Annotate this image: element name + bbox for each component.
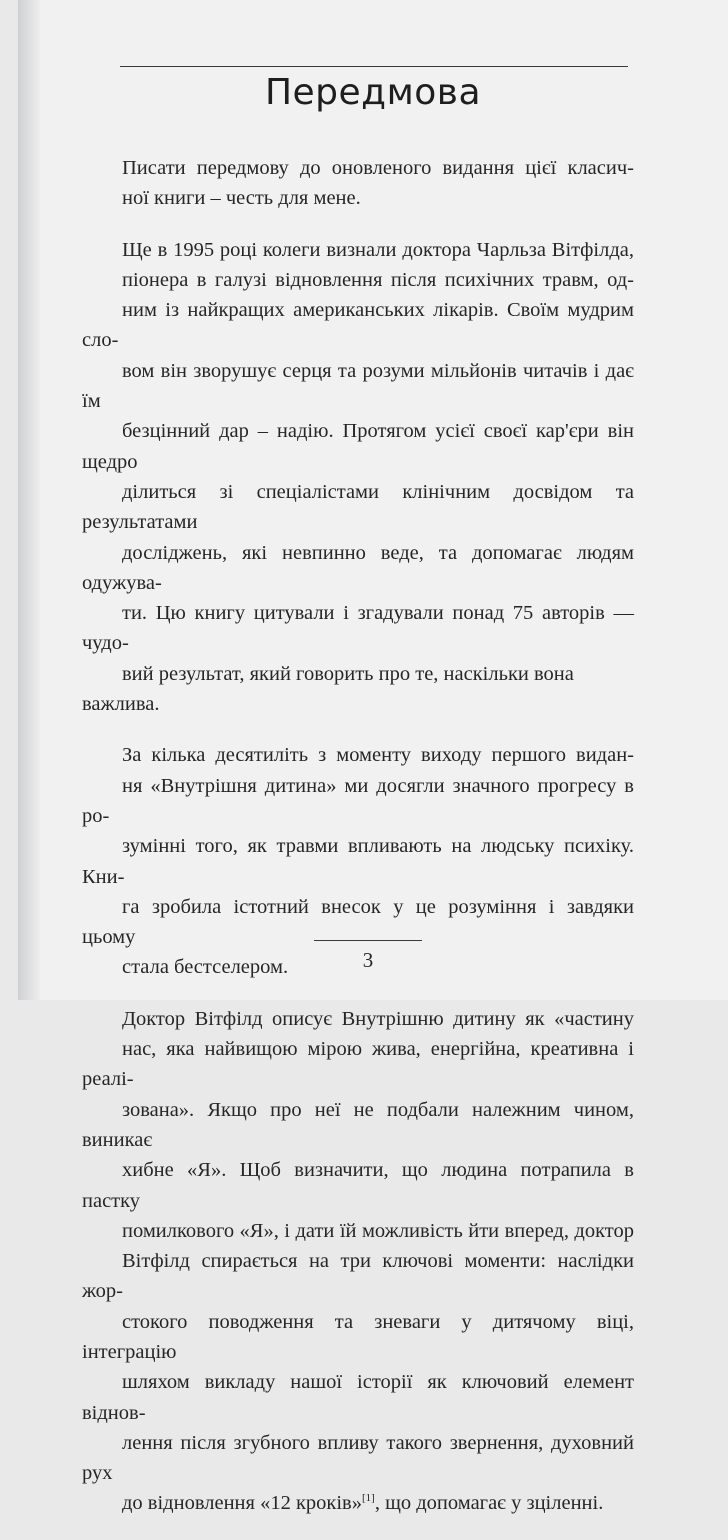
text-line: зована». Якщо про неї не подбали належним чином, виникає [82, 1098, 634, 1151]
text-line: га зробила істотний внесок у це розуміння і завдяки цьому [82, 895, 634, 949]
text-line: нас, яка найвищою мірою жива, енергійна, креативна і реалі- [82, 1038, 634, 1091]
text-line: вом він зворушує серця та розуми мільйонів читачів і дає їм [82, 359, 634, 413]
text-line: ня «Внутрішня дитина» ми досягли значного прогресу в ро- [82, 774, 634, 827]
text-line: стала бестселером. [122, 956, 289, 979]
text-line: стокого поводження та зневаги у дитячому віці, інтеграцію [82, 1310, 634, 1363]
text-line: хибне «Я». Щоб визначити, що людина потрапила в пастку [82, 1159, 634, 1212]
text-line: зумінні того, як травми впливають на людську психіку. Кни- [82, 835, 634, 888]
text-line: помилкового «Я», і дати їй можливість йти вперед, доктор [122, 1219, 634, 1242]
final-line-start: до відновлення «12 кроків» [122, 1492, 362, 1515]
text-line: Вітфілд спирається на три ключові моменти: наслідки жор- [82, 1250, 634, 1303]
text-line: піонера в галузі відновлення після психічних травм, од- [122, 268, 634, 291]
paragraph-1 [82, 153, 634, 214]
text-line: лення після згубного впливу такого звернення, духовний рух [82, 1431, 634, 1485]
text-line-final [82, 1488, 634, 1518]
text-line: ним із найкращих американських лікарів. Своїм мудрим сло- [82, 299, 634, 352]
text-line: За кілька десятиліть з моменту виходу першого видан- [122, 744, 634, 767]
header-rule [120, 66, 628, 67]
paragraph-3 [82, 740, 634, 982]
text-line: Писати передмову до оновленого видання цієї класич- [122, 157, 634, 179]
text-line: вий результат, який говорить про те, наскільки вона важлива. [82, 662, 574, 716]
page-number: 3 [362, 948, 374, 972]
body-text [82, 153, 634, 1540]
text-line: Ще в 1995 році колеги визнали доктора Чарльза Вітфілда, [122, 238, 634, 261]
text-line: досліджень, які невпинно веде, та допомагає людям одужува- [82, 541, 634, 594]
text-line: ти. Цю книгу цитували і згадували понад 75 авторів — чудо- [82, 602, 634, 655]
footnote-marker[interactable]: [1] [361, 1492, 375, 1505]
text-line: ділиться зі спеціалістами клінічним досвідом та результатами [82, 480, 634, 534]
text-line: безцінний дар – надію. Протягом усієї своєї кар'єри він щедро [82, 420, 634, 473]
final-line-end: , що допомагає у зціленні. [374, 1492, 604, 1515]
page-gutter-shadow [18, 0, 40, 1000]
text-line: шляхом викладу нашої історії як ключовий елемент віднов- [82, 1371, 634, 1424]
text-line: Доктор Вітфілд описує Внутрішню дитину як «частину [122, 1007, 634, 1030]
footer-rule [314, 940, 422, 941]
paragraph-4 [82, 1004, 634, 1519]
text-line: ної книги – честь для мене. [122, 187, 361, 210]
paragraph-2 [82, 235, 634, 720]
chapter-title: Передмова [264, 72, 482, 113]
